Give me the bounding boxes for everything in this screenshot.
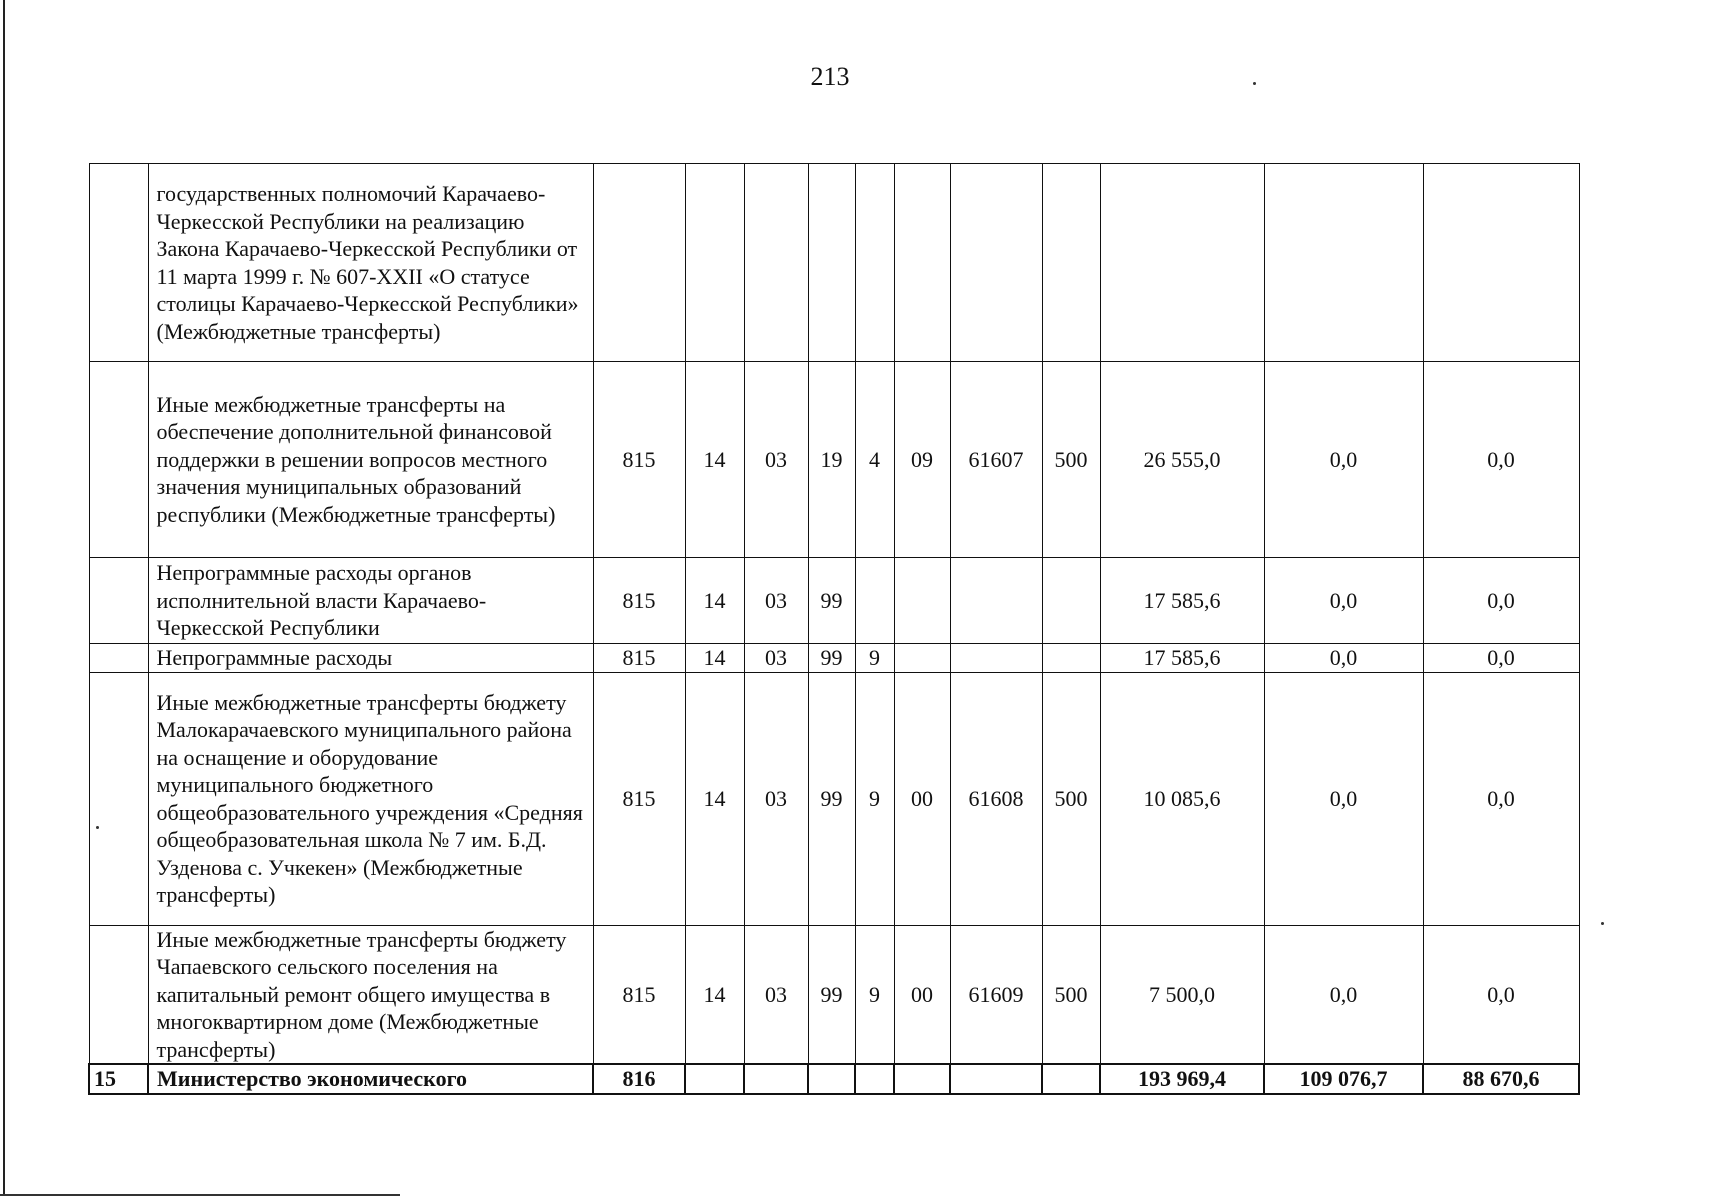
direction-code-cell: 61607 [950,362,1042,558]
section-code-cell: 14 [685,558,744,644]
main-event-code-cell: 00 [894,672,950,925]
row-number-cell [89,362,148,558]
direction-code-cell: 61609 [950,925,1042,1064]
scan-speck [96,826,99,829]
section-code-cell [685,1064,744,1094]
amount-2020-cell: 0,0 [1423,644,1579,673]
subprogram-code-cell: 9 [855,644,894,673]
subsection-code-cell: 03 [744,558,808,644]
subsection-code-cell: 03 [744,644,808,673]
subprogram-code-cell [855,558,894,644]
section-code-cell: 14 [685,644,744,673]
program-code-cell: 99 [808,644,855,673]
page-number: 213 [810,62,850,91]
admin-code-cell: 815 [593,558,685,644]
amount-2018-cell: 10 085,6 [1100,672,1264,925]
main-event-code-cell [894,558,950,644]
expense-name-cell: Иные межбюджетные трансферты на обеспечение дополнительной финансовой поддержки в решении вопросов местного значения муниципальных образований республики (Межбюджетные трансферты) [148,362,593,558]
amount-2019-cell: 0,0 [1264,362,1423,558]
row-number-cell [89,164,148,362]
row-number-cell [89,558,148,644]
subsection-code-cell: 03 [744,362,808,558]
table-row [89,558,1579,644]
table-row [89,164,1579,362]
budget-table-body [89,164,1579,1094]
program-code-cell: 99 [808,558,855,644]
expense-name-cell: Иные межбюджетные трансферты бюджету Чапаевского сельского поселения на капитальный ремонт общего имущества в многоквартирном доме (Межбюджетные трансферты) [148,925,593,1064]
table-row [89,362,1579,558]
subsection-code-cell [744,164,808,362]
scan-speck [1253,82,1256,85]
amount-2020-cell: 0,0 [1423,558,1579,644]
program-code-cell [808,164,855,362]
expense-name-cell: Иные межбюджетные трансферты бюджету Малокарачаевского муниципального района на оснащение и оборудование муниципального бюджетного общеобразовательного учреждения «Средняя общеобразовательная школа № 7 им. Б.Д. Узденова с. Учкекен» (Межбюджетные трансферты) [148,672,593,925]
expense-type-code-cell: 500 [1042,672,1100,925]
amount-2020-cell [1423,164,1579,362]
admin-code-cell: 815 [593,672,685,925]
main-event-code-cell: 09 [894,362,950,558]
amount-2020-cell: 88 670,6 [1423,1064,1579,1094]
budget-table [88,163,1580,1095]
program-code-cell: 99 [808,925,855,1064]
amount-2019-cell: 0,0 [1264,672,1423,925]
expense-name-cell: государственных полномочий Карачаево-Черкесской Республики на реализацию Закона Карачаево-Черкесской Республики от 11 марта 1999 г. № 607-XXII «О статусе столицы Карачаево-Черкесской Республики» (Межбюджетные трансферты) [148,164,593,362]
section-code-cell: 14 [685,925,744,1064]
section-code-cell: 14 [685,362,744,558]
subsection-code-cell: 03 [744,672,808,925]
scan-speck [1601,922,1604,925]
expense-type-code-cell: 500 [1042,362,1100,558]
expense-name-cell: Непрограммные расходы органов исполнительной власти Карачаево-Черкесской Республики [148,558,593,644]
amount-2018-cell: 193 969,4 [1100,1064,1264,1094]
amount-2018-cell: 7 500,0 [1100,925,1264,1064]
amount-2020-cell: 0,0 [1423,362,1579,558]
program-code-cell: 19 [808,362,855,558]
amount-2020-cell: 0,0 [1423,925,1579,1064]
row-number-cell [89,644,148,673]
row-number-cell [89,925,148,1064]
amount-2018-cell: 17 585,6 [1100,644,1264,673]
table-row [89,672,1579,925]
expense-type-code-cell [1042,164,1100,362]
expense-type-code-cell: 500 [1042,925,1100,1064]
main-event-code-cell [894,1064,950,1094]
direction-code-cell [950,164,1042,362]
amount-2018-cell: 17 585,6 [1100,558,1264,644]
direction-code-cell [950,558,1042,644]
subprogram-code-cell: 9 [855,672,894,925]
table-row [89,1064,1579,1094]
main-event-code-cell [894,644,950,673]
subprogram-code-cell [855,1064,894,1094]
subsection-code-cell: 03 [744,925,808,1064]
amount-2018-cell [1100,164,1264,362]
direction-code-cell [950,644,1042,673]
row-number-cell [89,672,148,925]
admin-code-cell: 815 [593,644,685,673]
section-code-cell [685,164,744,362]
row-number-cell: 15 [89,1064,148,1094]
subprogram-code-cell: 9 [855,925,894,1064]
amount-2019-cell: 0,0 [1264,644,1423,673]
amount-2019-cell: 0,0 [1264,558,1423,644]
expense-name-cell: Министерство экономического [148,1064,593,1094]
admin-code-cell: 816 [593,1064,685,1094]
expense-type-code-cell [1042,558,1100,644]
direction-code-cell: 61608 [950,672,1042,925]
expense-type-code-cell [1042,644,1100,673]
amount-2019-cell: 0,0 [1264,925,1423,1064]
amount-2020-cell: 0,0 [1423,672,1579,925]
main-event-code-cell: 00 [894,925,950,1064]
table-row [89,925,1579,1064]
expense-type-code-cell [1042,1064,1100,1094]
direction-code-cell [950,1064,1042,1094]
amount-2019-cell: 109 076,7 [1264,1064,1423,1094]
program-code-cell: 99 [808,672,855,925]
amount-2018-cell: 26 555,0 [1100,362,1264,558]
subsection-code-cell [744,1064,808,1094]
scan-edge-left [3,0,5,1196]
main-event-code-cell [894,164,950,362]
program-code-cell [808,1064,855,1094]
expense-name-cell: Непрограммные расходы [148,644,593,673]
admin-code-cell: 815 [593,362,685,558]
subprogram-code-cell [855,164,894,362]
table-row [89,644,1579,673]
section-code-cell: 14 [685,672,744,925]
scan-edge-bottom [0,1194,400,1196]
admin-code-cell: 815 [593,925,685,1064]
amount-2019-cell [1264,164,1423,362]
admin-code-cell [593,164,685,362]
subprogram-code-cell: 4 [855,362,894,558]
